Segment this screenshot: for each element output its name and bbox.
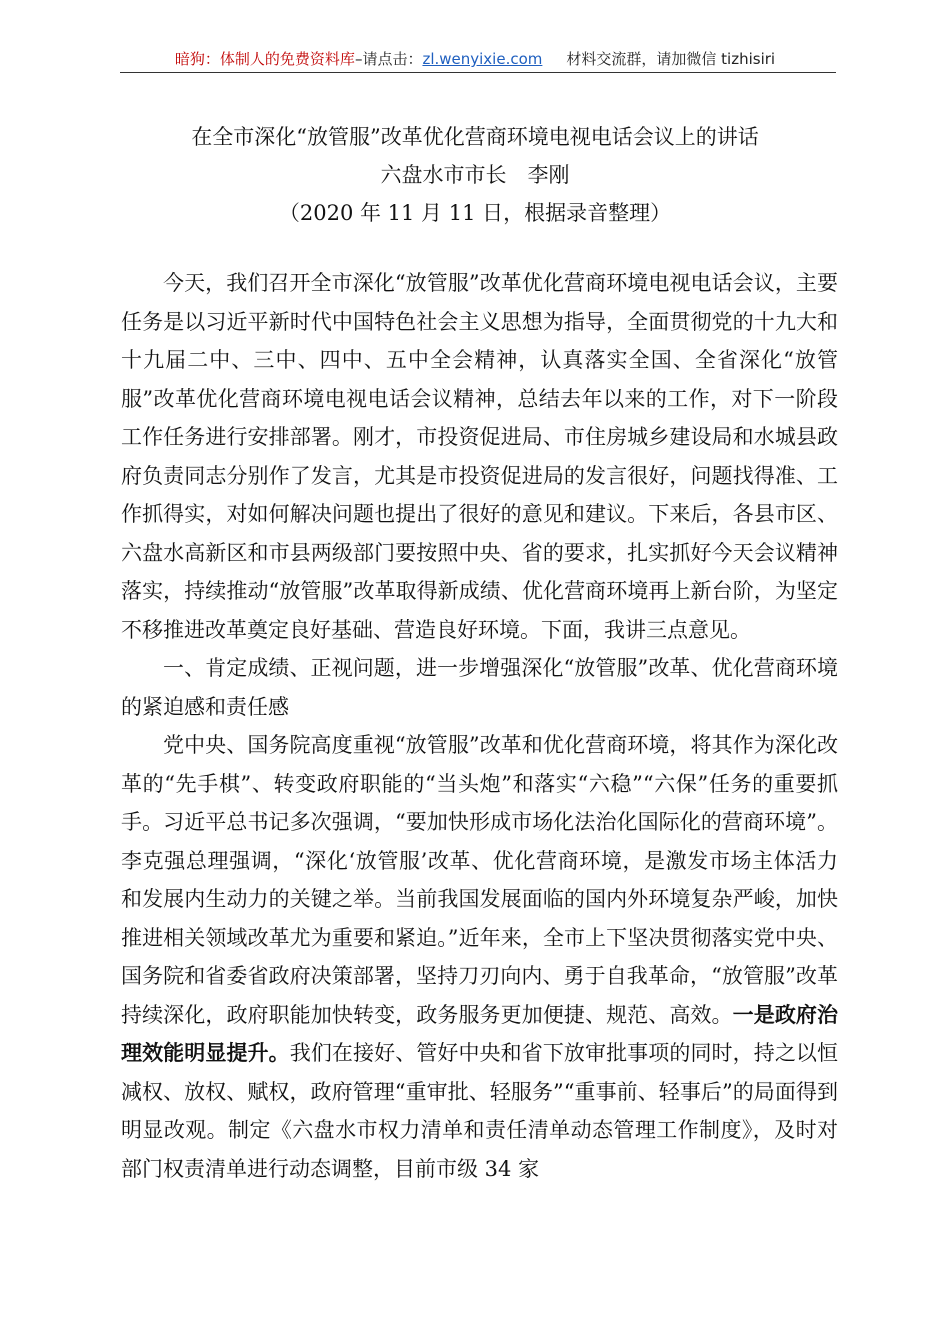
- paragraph-text: 党中央、国务院高度重视“放管服”改革和优化营商环境，将其作为深化改革的“先手棋”、转变政府职能的“当头炮”和落实“六稳”“六保”任务的重要抓手。习近平总书记多次强调，“要加快形成市场化法治化国际化的营商环境”。李克强总理强调，“深化‘放管服’改革、优化营商环境，是激发市场主体活力和发展内生动力的关键之举。当前我国发展面临的国内外环境复杂严峻，加快推进相关领域改革尤为重要和紧迫。”近年来，全市上下坚决贯彻落实党中央、国务院和省委省政府决策部署，坚持刀刃向内、勇于自我革命，“放管服”改革持续深化，政府职能加快转变，政务服务更加便捷、规范、高效。: [121, 733, 838, 1027]
- wechat-note: 材料交流群，请加微信 tizhisiri: [566, 50, 776, 68]
- section-heading-1: 一、肯定成绩、正视问题，进一步增强深化“放管服”改革、优化营商环境的紧迫感和责任感: [121, 656, 838, 719]
- document-body: [121, 264, 838, 1188]
- promo-text: 暗狗：体制人的免费资料库: [174, 50, 355, 68]
- header-divider: [120, 72, 836, 73]
- paragraph-achievements: [121, 726, 838, 1188]
- document-heading: [0, 118, 950, 232]
- page-header: [0, 48, 950, 69]
- document-title: 在全市深化“放管服”改革优化营商环境电视电话会议上的讲话: [191, 125, 759, 149]
- document-speaker: 六盘水市市长 李刚: [380, 163, 570, 187]
- bold-point: 一是政府治理效能明显提升。: [121, 1001, 839, 1065]
- paragraph-intro: 今天，我们召开全市深化“放管服”改革优化营商环境电视电话会议，主要任务是以习近平新时代中国特色社会主义思想为指导，全面贯彻党的十九大和十九届二中、三中、四中、五中全会精神，认真落实全国、全省深化“放管服”改革优化营商环境电视电话会议精神，总结去年以来的工作，对下一阶段工作任务进行安排部署。刚才，市投资促进局、市住房城乡建设局和水城县政府负责同志分别作了发言，尤其是市投资促进局的发言很好，问题找得准、工作抓得实，对如何解决问题也提出了很好的意见和建议。下来后，各县市区、六盘水高新区和市县两级部门要按照中央、省的要求，扎实抓好今天会议精神落实，持续推动“放管服”改革取得新成绩、优化营商环境再上新台阶，为坚定不移推进改革奠定良好基础、营造良好环境。下面，我讲三点意见。: [121, 271, 838, 642]
- resource-link[interactable]: zl.wenyixie.com: [422, 50, 543, 68]
- paragraph-text-continued: 我们在接好、管好中央和省下放审批事项的同时，持之以恒减权、放权、赋权，政府管理“重审批、轻服务”“重事前、轻事后”的局面得到明显改观。制定《六盘水市权力清单和责任清单动态管理工作制度》，及时对部门权责清单进行动态调整，目前市级 34 家: [121, 1041, 839, 1181]
- document-date: （2020 年 11 月 11 日，根据录音整理）: [278, 201, 672, 225]
- click-label: –请点击：: [354, 50, 423, 68]
